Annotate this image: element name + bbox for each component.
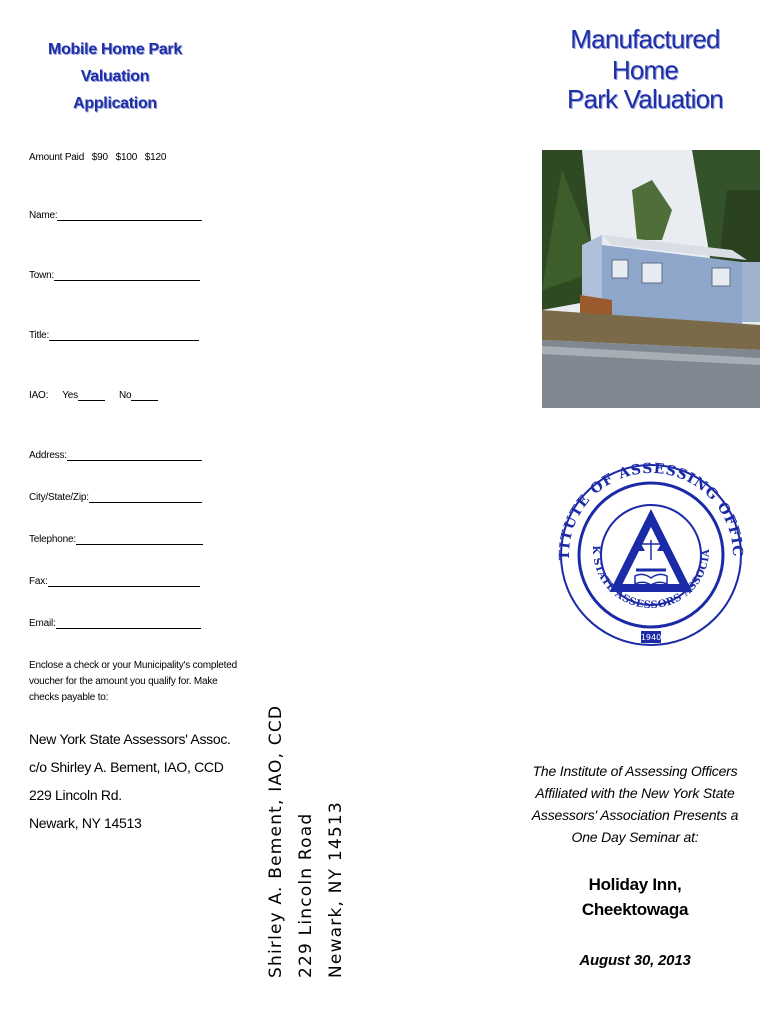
instruction-line: checks payable to:: [29, 692, 109, 703]
intro-line: The Institute of Assessing Officers: [532, 763, 738, 779]
intro-line: Assessors' Association Presents a: [531, 807, 739, 823]
telephone-line[interactable]: [76, 534, 203, 545]
email-field[interactable]: [29, 618, 201, 629]
instruction-line: Enclose a check or your Municipality's completed: [29, 660, 237, 671]
seminar-intro: [520, 760, 750, 848]
application-title-line: Application: [73, 95, 157, 112]
title-line[interactable]: [49, 330, 199, 341]
iao-no-label: No: [118, 390, 132, 401]
name-line[interactable]: [57, 210, 202, 221]
intro-line: One Day Seminar at:: [571, 829, 699, 845]
seminar-venue: [540, 872, 730, 922]
city-state-zip-line[interactable]: [89, 492, 202, 503]
telephone-field[interactable]: [29, 534, 203, 545]
amount-paid: Amount Paid $90 $100 $120: [29, 152, 167, 163]
seal-outer-text: TITUTE OF ASSESSING OFFIC: [556, 460, 746, 561]
town-label: Town:: [29, 270, 55, 281]
seal-inner-text: K STATE ASSESSORS ASSOCIA: [589, 545, 713, 612]
brochure-title-line-2: Park Valuation: [567, 84, 723, 114]
payee-line: New York State Assessors' Assoc.: [29, 731, 231, 747]
seal-logo-icon: [555, 420, 747, 680]
email-line[interactable]: [56, 618, 201, 629]
payee-line: Newark, NY 14513: [29, 815, 142, 831]
town-field[interactable]: [29, 270, 200, 281]
mailing-address-line-2: 229 Lincoln Road: [296, 812, 316, 978]
address-label: Address:: [29, 450, 67, 461]
application-title-line: Valuation: [80, 68, 150, 85]
title-field[interactable]: [29, 330, 199, 341]
house-photo-icon: [542, 150, 760, 408]
venue-line: Holiday Inn,: [588, 875, 682, 894]
iao-yes-label: Yes: [62, 390, 78, 401]
fax-label: Fax:: [29, 576, 48, 587]
payee-line: c/o Shirley A. Bement, IAO, CCD: [29, 759, 224, 775]
name-field[interactable]: [29, 210, 202, 221]
town-line[interactable]: [54, 270, 200, 281]
fax-line[interactable]: [48, 576, 200, 587]
address-field[interactable]: [29, 450, 202, 461]
seminar-date: August 30, 2013: [579, 952, 691, 969]
brochure-title-line-1: Manufactured Home: [570, 24, 720, 85]
payee-address: [29, 725, 231, 837]
fax-field[interactable]: [29, 576, 200, 587]
application-title-line: Mobile Home Park: [48, 41, 182, 58]
email-label: Email:: [29, 618, 56, 629]
manufactured-home-photo: [542, 150, 760, 408]
city-state-zip-field[interactable]: [29, 492, 202, 503]
city-state-zip-label: City/State/Zip:: [29, 492, 89, 503]
iao-label: IAO:: [29, 390, 49, 401]
seal-year: 1940: [640, 633, 662, 642]
iao-yes-line[interactable]: [78, 390, 105, 401]
iao-field[interactable]: [29, 390, 158, 401]
nys-assessors-seal: [555, 420, 747, 680]
payment-instructions: [29, 658, 237, 706]
venue-line: Cheektowaga: [581, 900, 689, 919]
intro-line: Affiliated with the New York State: [535, 785, 735, 801]
application-title: [40, 36, 190, 117]
instruction-line: voucher for the amount you qualify for. Make: [29, 676, 218, 687]
payee-line: 229 Lincoln Rd.: [29, 787, 122, 803]
telephone-label: Telephone:: [29, 534, 76, 545]
iao-no-line[interactable]: [131, 390, 158, 401]
name-label: Name:: [29, 210, 58, 221]
mailing-address-line-3: Newark, NY 14513: [326, 801, 346, 978]
mailing-address-line-1: Shirley A. Bement, IAO, CCD: [266, 704, 286, 978]
address-line[interactable]: [67, 450, 202, 461]
title-label: Title:: [29, 330, 50, 341]
